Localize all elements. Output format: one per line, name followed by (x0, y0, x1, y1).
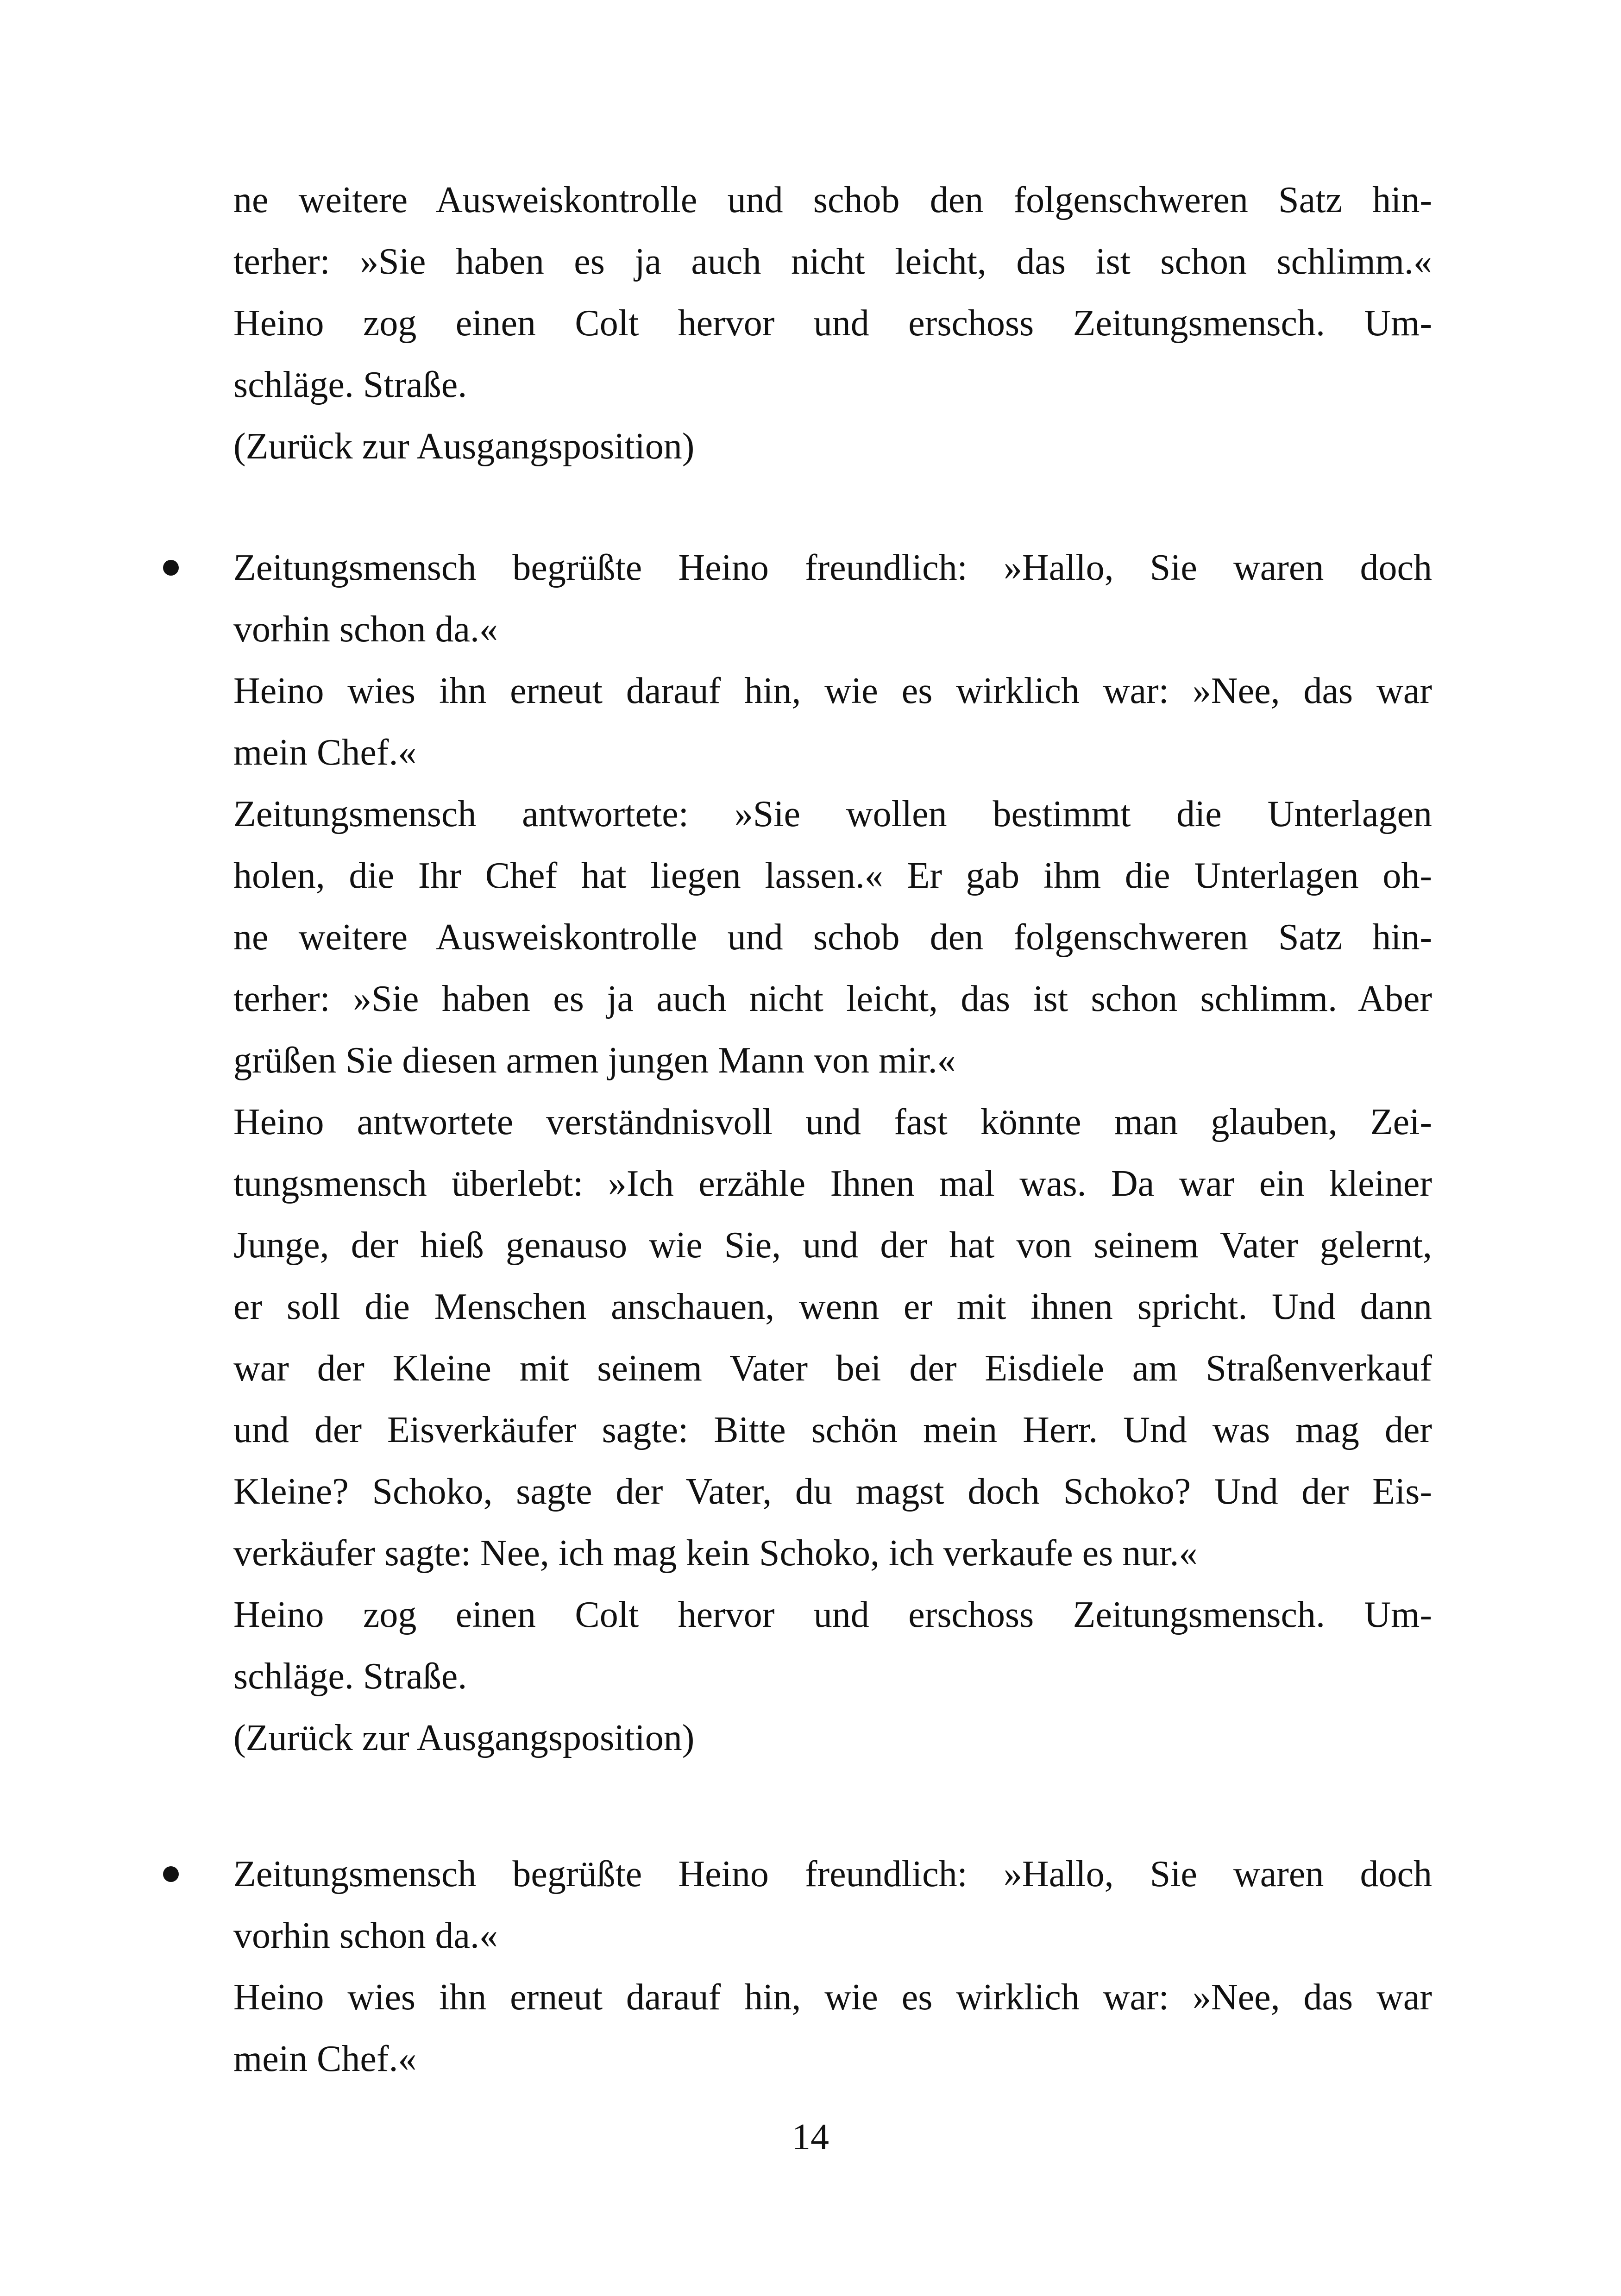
text-line: (Zurück zur Ausgangsposition) (233, 1718, 695, 1758)
text-line: war der Kleine mit seinem Vater bei der Eisdiele am Straßenverkauf (233, 1348, 1432, 1389)
text-line: Junge, der hieß genauso wie Sie, und der hat von seinem Vater gelernt, (233, 1225, 1432, 1266)
text-line: tungsmensch überlebt: »Ich erzähle Ihnen mal was. Da war ein kleiner (233, 1163, 1432, 1204)
text-line: Heino wies ihn erneut darauf hin, wie es wirklich war: »Nee, das war (233, 1977, 1432, 2018)
text-line: grüßen Sie diesen armen jungen Mann von mir.« (233, 1040, 956, 1081)
text-line: Heino antwortete verständnisvoll und fast könnte man glauben, Zei- (233, 1102, 1432, 1142)
text-line: schläge. Straße. (233, 1656, 467, 1697)
bullet-item (233, 1844, 1432, 2090)
text-line: Heino wies ihn erneut darauf hin, wie es wirklich war: »Nee, das war (233, 671, 1432, 711)
text-line: Zeitungsmensch begrüßte Heino freundlich: »Hallo, Sie waren doch (233, 1854, 1432, 1895)
text-line: holen, die Ihr Chef hat liegen lassen.« Er gab ihm die Unterlagen oh- (233, 855, 1432, 896)
text-line: vorhin schon da.« (233, 609, 498, 650)
text-line: Heino zog einen Colt hervor und erschoss Zeitungsmensch. Um- (233, 303, 1432, 344)
text-line: und der Eisverkäufer sagte: Bitte schön mein Herr. Und was mag der (233, 1410, 1432, 1450)
text-line: ne weitere Ausweiskontrolle und schob den folgenschweren Satz hin- (233, 917, 1432, 958)
bullet-icon (163, 1866, 179, 1882)
text-line: terher: »Sie haben es ja auch nicht leicht, das ist schon schlimm. Aber (233, 979, 1432, 1019)
text-line: Zeitungsmensch antwortete: »Sie wollen bestimmt die Unterlagen (233, 794, 1432, 834)
text-line: ne weitere Ausweiskontrolle und schob den folgenschweren Satz hin- (233, 180, 1432, 220)
text-line: terher: »Sie haben es ja auch nicht leicht, das ist schon schlimm.« (233, 241, 1432, 282)
text-line: schläge. Straße. (233, 364, 467, 405)
text-line: Kleine? Schoko, sagte der Vater, du magst doch Schoko? Und der Eis- (233, 1471, 1432, 1512)
text-line: vorhin schon da.« (233, 1915, 498, 1956)
text-line: er soll die Menschen anschauen, wenn er mit ihnen spricht. Und dann (233, 1286, 1432, 1327)
text-line: Zeitungsmensch begrüßte Heino freundlich: »Hallo, Sie waren doch (233, 547, 1432, 588)
text-line: mein Chef.« (233, 732, 417, 773)
page-number: 14 (792, 2117, 829, 2158)
text-line: verkäufer sagte: Nee, ich mag kein Schoko, ich verkaufe es nur.« (233, 1533, 1198, 1574)
bullet-item (233, 537, 1432, 1769)
text-line: mein Chef.« (233, 2039, 417, 2079)
paragraph-continuation (233, 169, 1432, 477)
text-line: (Zurück zur Ausgangsposition) (233, 426, 695, 467)
bullet-icon (163, 560, 179, 576)
text-line: Heino zog einen Colt hervor und erschoss Zeitungsmensch. Um- (233, 1594, 1432, 1635)
